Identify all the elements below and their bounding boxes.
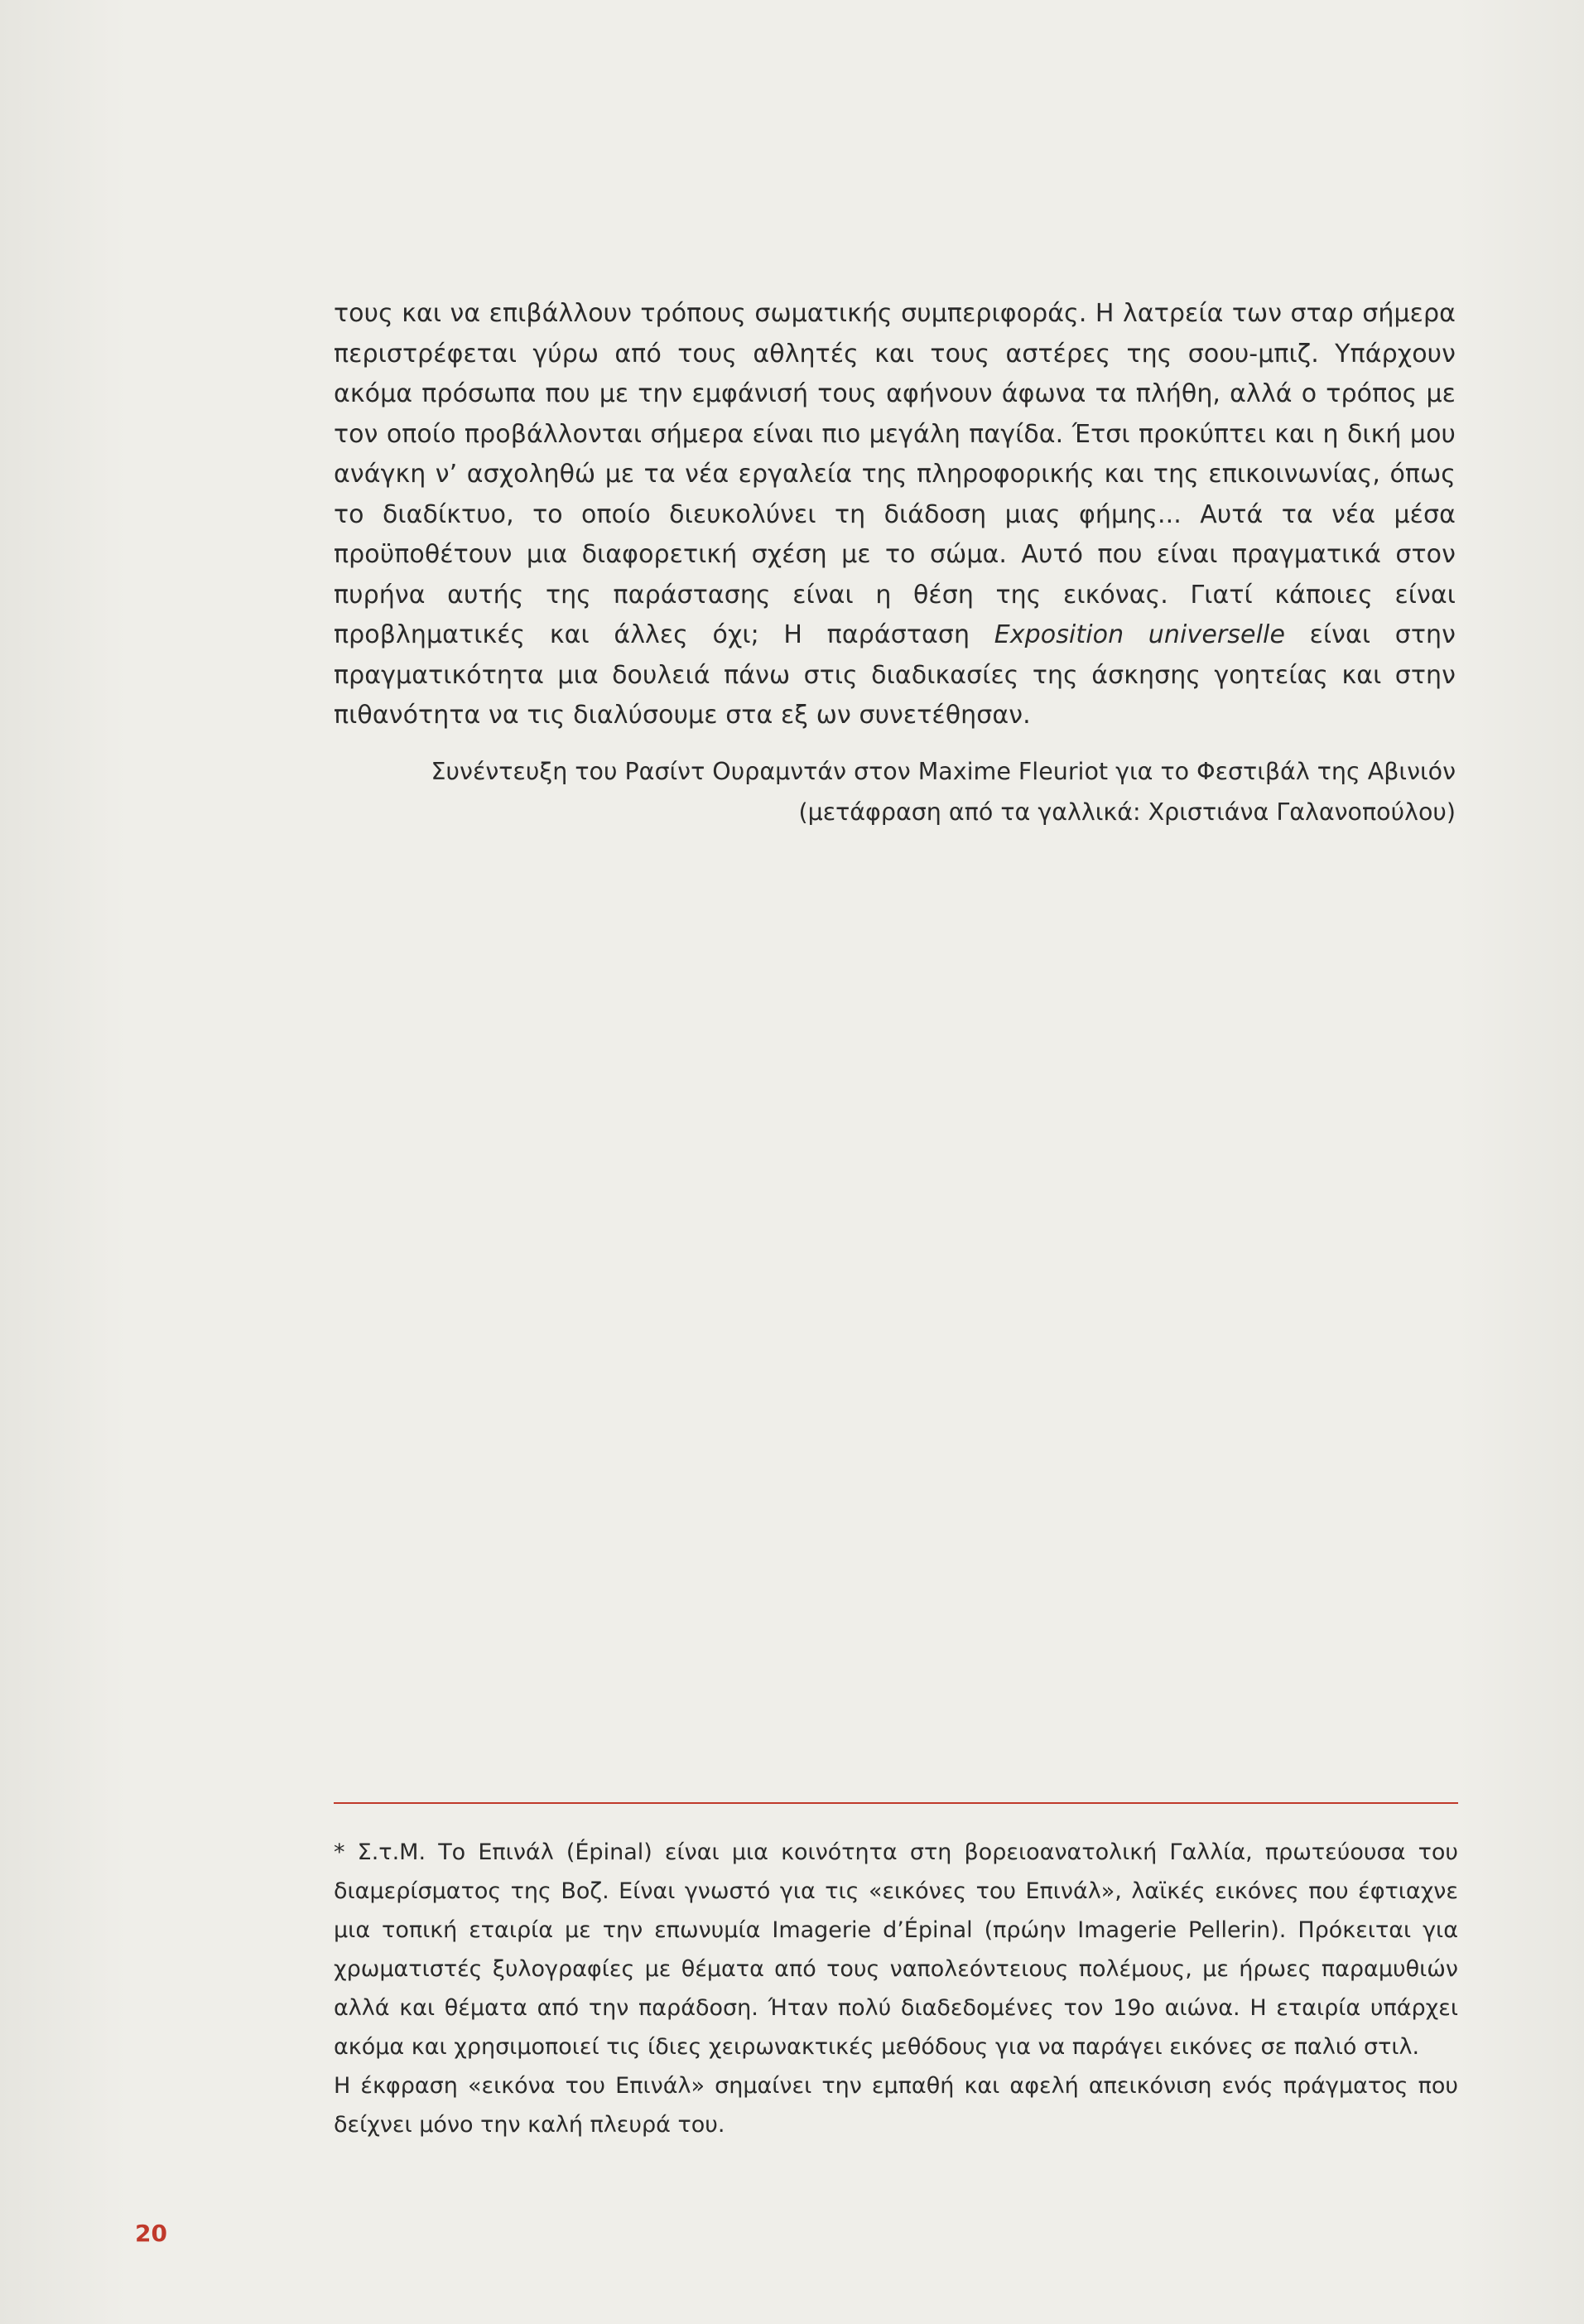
footnote-paragraph-1: * Σ.τ.Μ. Το Επινάλ (Épinal) είναι μια κοινότητα στη βορειοανατολική Γαλλία, πρωτεύουσα του διαμερίσματος της Βοζ. Είναι γνωστό για τις «εικόνες του Επινάλ», λαϊκές εικόνες που έφτιαχνε μια τοπική εταιρία με την επωνυμία Imagerie d’Épinal (πρώην Imagerie Pellerin). Πρόκειται για χρωματιστές ξυλογραφίες με θέματα από τους ναπολεόντειους πολέμους, με ήρωες παραμυθιών αλλά και θέματα από την παράδοση. Ήταν πολύ διαδεδομένες τον 19ο αιώνα. Η εταιρία υπάρχει ακόμα και χρησιμοποιεί τις ίδιες χειρωνακτικές μεθόδους για να παράγει εικόνες σε παλιό στιλ.	[334, 1839, 1458, 2060]
work-title: Exposition universelle	[994, 620, 1286, 649]
footnote-paragraph-2: Η έκφραση «εικόνα του Επινάλ» σημαίνει την εμπαθή και αφελή απεικόνιση ενός πράγματος που δείχνει μόνο την καλή πλευρά του.	[334, 2073, 1458, 2138]
body-text-start: τους και να επιβάλλουν τρόπους σωματικής συμπεριφοράς. Η λατρεία των σταρ σήμερα περιστρέφεται γύρω από τους αθλητές και τους αστέρες της σοου-μπιζ. Υπάρχουν ακόμα πρόσωπα που με την εμφάνισή τους αφήνουν άφωνα τα πλήθη, αλλά ο τρόπος με τον οποίο προβάλλονται σήμερα είναι πιο μεγάλη παγίδα. Έτσι προκύπτει και η δική μου ανάγκη ν’ ασχοληθώ με τα νέα εργαλεία της πληροφορικής και της επικοινωνίας, όπως το διαδίκτυο, το οποίο διευκολύνει τη διάδοση μιας φήμης... Αυτά τα νέα μέσα προϋποθέτουν μια διαφορετική σχέση με το σώμα. Αυτό που είναι πραγματικά στον πυρήνα αυτής της παράστασης είναι η θέση της εικόνας. Γιατί κάποιες είναι προβληματικές και άλλες όχι; Η παράσταση	[334, 299, 1456, 649]
body-text-end: είναι στην πραγματικότητα μια δουλειά πάνω στις διαδικασίες της άσκησης γοητείας και στην πιθανότητα να τις διαλύσουμε στα εξ ων συνετέθησαν.	[334, 620, 1456, 730]
footnote	[334, 1833, 1458, 2144]
page-number: 20	[135, 2220, 167, 2247]
body-paragraph	[334, 294, 1456, 736]
interview-attribution	[296, 751, 1456, 832]
footnote-divider	[334, 1802, 1458, 1804]
attribution-line-1: Συνέντευξη του Ρασίντ Ουραμντάν στον Maxime Fleuriot για το Φεστιβάλ της Αβινιόν	[431, 758, 1456, 785]
attribution-line-2: (μετάφραση από τα γαλλικά: Χριστιάνα Γαλανοπούλου)	[798, 798, 1456, 826]
